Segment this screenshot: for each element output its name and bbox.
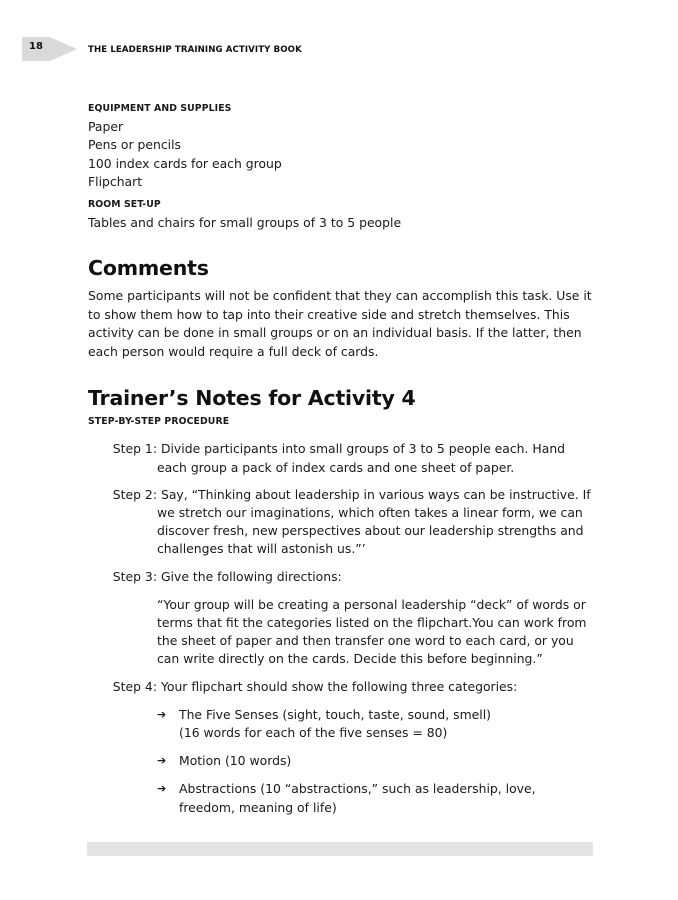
equipment-item: Pens or pencils [88,137,182,153]
category-subline: (16 words for each of the five senses = 80) [179,725,448,741]
comments-title: Comments [88,256,209,281]
footer-bar [87,842,593,856]
arrow-icon: ➔ [157,782,167,796]
category-item [157,706,594,742]
trainers-notes-title: Trainer’s Notes for Activity 4 [88,386,416,411]
step-1 [88,440,594,476]
equipment-item: Flipchart [88,174,143,190]
page-number: 18 [29,41,43,52]
category-item [157,752,594,770]
step-text: Divide participants into small groups of 3 to 5 people each. Hand each group a pack of index cards and one sheet of paper. [157,441,566,475]
category-line: Motion (10 words) [179,753,292,769]
comments-body: Some participants will not be confident that they can accomplish this task. Use it to show them how to tap into their creative side and stretch themselves. This activity can be done in small groups or on an individual basis. If the latter, then each person would require a full deck of cards. [88,288,592,359]
room-setup-text: Tables and chairs for small groups of 3 to 5 people [88,214,402,230]
equipment-item: 100 index cards for each group [88,155,282,171]
step-4 [88,678,594,696]
equipment-item: Paper [88,119,124,134]
step-label: Step 3: [112,568,157,584]
step-label: Step 4: [112,678,157,694]
room-setup-heading: ROOM SET-UP [88,198,161,210]
category-item [157,780,594,816]
equipment-heading: EQUIPMENT AND SUPPLIES [88,103,232,114]
step-text: Give the following directions: [160,568,342,584]
step-2 [88,486,594,559]
page-content [88,100,594,817]
page-number-tab [22,37,77,61]
step-label: Step 1: [112,441,157,457]
procedure-heading: STEP-BY-STEP PROCEDURE [88,416,230,428]
directions-quote: “Your group will be creating a personal leadership “deck” of words or terms that fit the categories listed on the flipchart.You can work from the sheet of paper and then transfer one word to each card, or you can write directly on the cards. Decide this before beginning.” [157,596,587,667]
step-text: Your flipchart should show the following three categories: [160,678,518,694]
arrow-icon: ➔ [157,707,167,721]
step-3 [88,568,594,586]
category-line: The Five Senses (sight, touch, taste, sound, smell) [179,706,491,722]
step-label: Step 2: [112,486,157,502]
category-line: Abstractions (10 “abstractions,” such as leadership, love, freedom, meaning of life) [179,781,536,815]
running-head: THE LEADERSHIP TRAINING ACTIVITY BOOK [88,45,302,55]
category-list [157,706,594,817]
step-text: Say, “Thinking about leadership in various ways can be instructive. If we stretch our imaginations, which often takes a linear form, we can discover fresh, new perspectives about our leadership strengths and challenges that will astonish us.”’ [157,486,591,557]
arrow-icon: ➔ [157,754,167,768]
